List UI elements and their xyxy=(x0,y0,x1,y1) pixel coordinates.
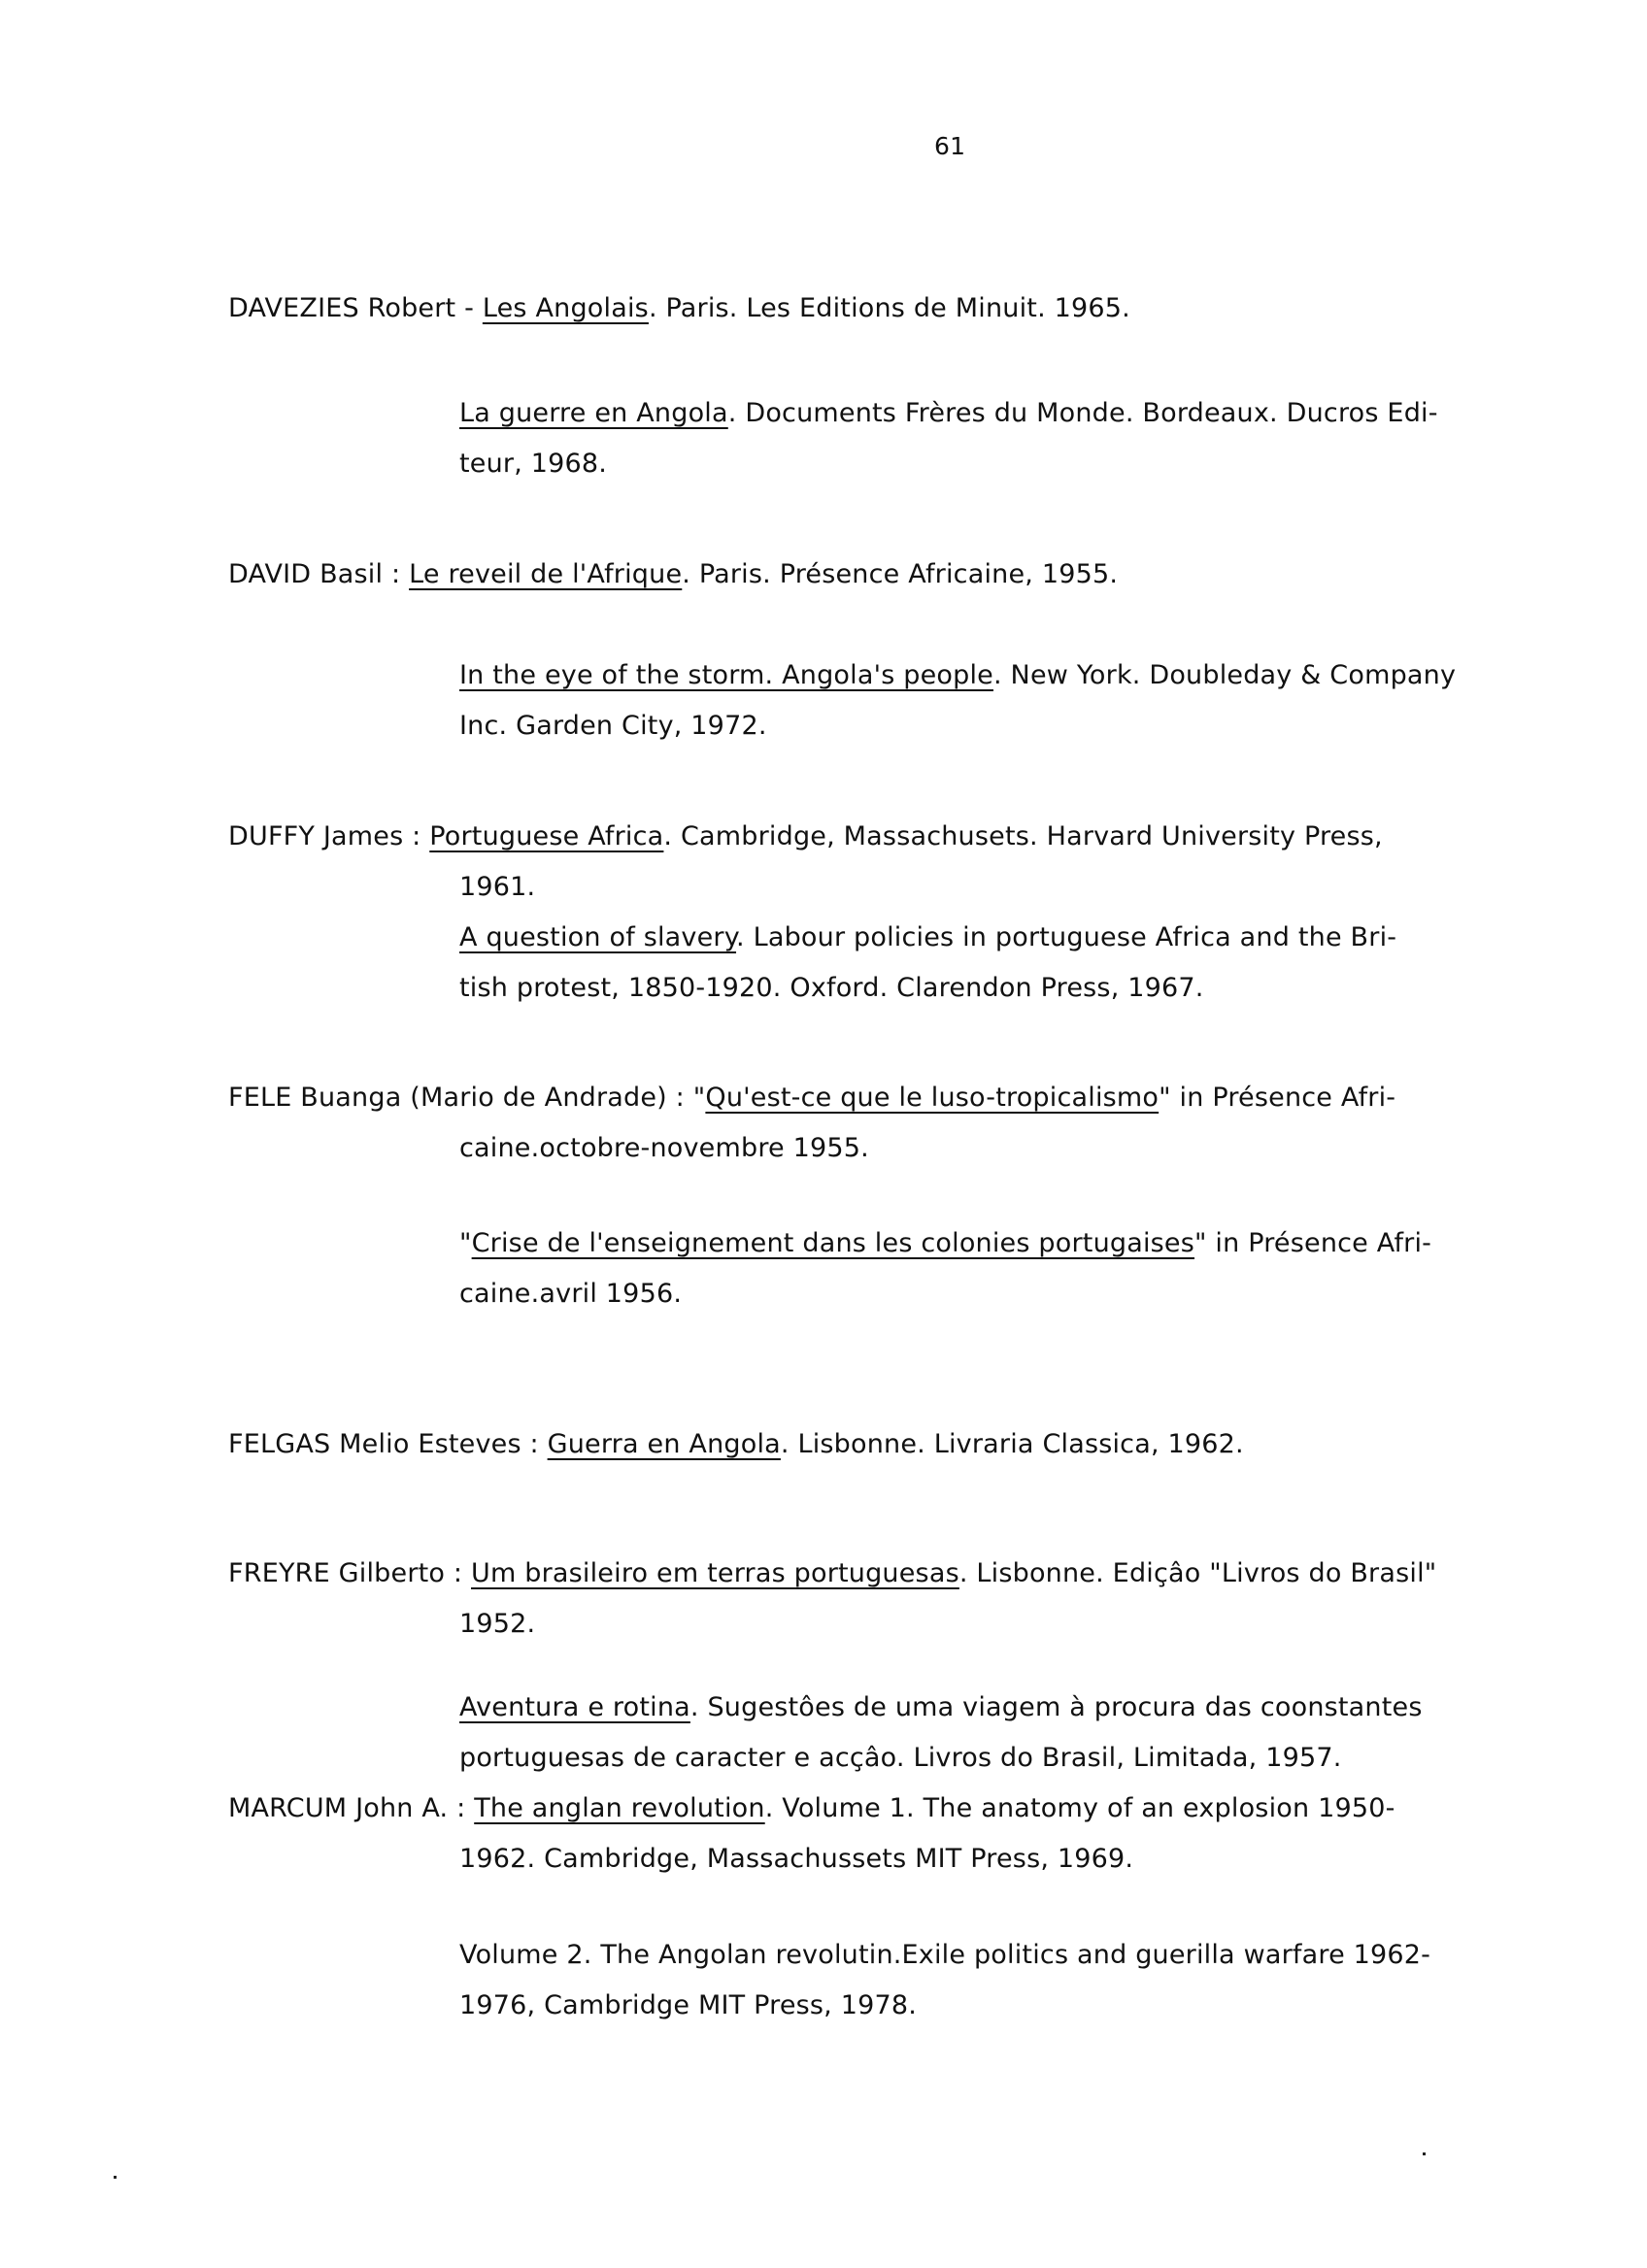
bibliography-entry xyxy=(228,1218,1588,1319)
entry-line xyxy=(228,913,1588,963)
entry-line xyxy=(228,1981,1588,2031)
bibliography-entry xyxy=(228,1549,1588,1650)
entry-title: In the eye of the storm. Angola's people xyxy=(459,660,993,690)
line-prefix: 1952. xyxy=(459,1609,536,1639)
scan-speck xyxy=(1423,2152,1426,2155)
line-prefix: FELGAS Melio Esteves : xyxy=(228,1429,548,1459)
entry-line xyxy=(228,1834,1588,1884)
bibliography-entry xyxy=(228,650,1588,751)
line-prefix: 1976, Cambridge MIT Press, 1978. xyxy=(459,1990,918,2020)
line-suffix: . Cambridge, Massachusets. Harvard University Press, xyxy=(663,821,1383,851)
entry-title: Le reveil de l'Afrique xyxy=(409,559,683,589)
entry-line xyxy=(228,1930,1588,1981)
entry-title: The anglan revolution xyxy=(474,1793,765,1823)
entry-line xyxy=(228,1123,1588,1174)
entry-title: Crise de l'enseignement dans les colonies portugaises xyxy=(471,1228,1195,1258)
entry-title: Um brasileiro em terras portuguesas xyxy=(471,1558,959,1588)
entry-line xyxy=(228,550,1588,600)
entry-line xyxy=(228,1733,1588,1784)
line-prefix: 1961. xyxy=(459,872,536,902)
line-prefix: FELE Buanga (Mario de Andrade) : " xyxy=(228,1083,706,1113)
entry-title: Guerra en Angola xyxy=(547,1429,781,1459)
entry-line xyxy=(228,1073,1588,1123)
line-prefix: DAVEZIES Robert - xyxy=(228,293,483,323)
entry-line xyxy=(228,862,1588,913)
entry-line xyxy=(228,1683,1588,1733)
line-prefix: tish protest, 1850-1920. Oxford. Clarendon Press, 1967. xyxy=(459,973,1204,1003)
entry-title: A question of slavery xyxy=(459,922,737,952)
line-suffix: . New York. Doubleday & Company xyxy=(992,660,1457,690)
line-prefix: teur, 1968. xyxy=(459,449,608,479)
line-suffix: . Paris. Présence Africaine, 1955. xyxy=(682,559,1119,589)
bibliography-entry xyxy=(228,550,1588,600)
line-prefix: Volume 2. The Angolan revolutin.Exile politics and guerilla warfare 1962- xyxy=(459,1940,1431,1970)
bibliography-entry xyxy=(228,388,1588,489)
line-prefix: DAVID Basil : xyxy=(228,559,410,589)
bibliography-entry xyxy=(228,1073,1588,1174)
line-suffix: . Volume 1. The anatomy of an explosion 1950- xyxy=(764,1793,1395,1823)
bibliography-entry xyxy=(228,284,1588,334)
page-number: 61 xyxy=(934,132,966,160)
entry-title: Qu'est-ce que le luso-tropicalismo xyxy=(705,1083,1160,1113)
line-prefix: Inc. Garden City, 1972. xyxy=(459,711,767,741)
entry-line xyxy=(228,812,1588,862)
bibliography-entry xyxy=(228,812,1588,913)
entry-title: Les Angolais xyxy=(482,293,649,323)
entry-line xyxy=(228,1269,1588,1319)
entry-title: La guerre en Angola xyxy=(459,398,728,428)
line-prefix: MARCUM John A. : xyxy=(228,1793,475,1823)
entry-line xyxy=(228,439,1588,489)
bibliography-entry xyxy=(228,1784,1588,1884)
bibliography-entry xyxy=(228,1930,1588,2031)
entry-line xyxy=(228,1218,1588,1269)
line-prefix: 1962. Cambridge, Massachussets MIT Press, 1969. xyxy=(459,1844,1134,1874)
entry-line xyxy=(228,1549,1588,1599)
line-prefix: caine.octobre-novembre 1955. xyxy=(459,1133,869,1163)
scan-speck xyxy=(114,2176,117,2179)
line-suffix: . Paris. Les Editions de Minuit. 1965. xyxy=(648,293,1130,323)
entry-title: Portuguese Africa xyxy=(429,821,664,851)
bibliography-entry xyxy=(228,1683,1588,1784)
line-prefix: portuguesas de caracter e acçâo. Livros do Brasil, Limitada, 1957. xyxy=(459,1743,1342,1773)
entry-line xyxy=(228,701,1588,751)
line-prefix: DUFFY James : xyxy=(228,821,430,851)
line-suffix: . Lisbonne. Livraria Classica, 1962. xyxy=(780,1429,1244,1459)
entry-line xyxy=(228,1599,1588,1650)
line-suffix: . Lisbonne. Ediçâo "Livros do Brasil" xyxy=(958,1558,1437,1588)
entry-line xyxy=(228,1784,1588,1834)
line-prefix: caine.avril 1956. xyxy=(459,1279,683,1309)
bibliography-entry xyxy=(228,913,1588,1014)
line-suffix: . Documents Frères du Monde. Bordeaux. Ducros Edi- xyxy=(727,398,1438,428)
line-prefix: FREYRE Gilberto : xyxy=(228,1558,471,1588)
entry-line xyxy=(228,963,1588,1014)
line-suffix: . Labour policies in portuguese Africa and the Bri- xyxy=(736,922,1397,952)
line-suffix: " in Présence Afri- xyxy=(1159,1083,1396,1113)
bibliography-entry xyxy=(228,1419,1588,1470)
line-prefix: " xyxy=(459,1228,472,1258)
entry-line xyxy=(228,650,1588,701)
entry-line xyxy=(228,284,1588,334)
entry-title: Aventura e rotina xyxy=(459,1692,690,1722)
entry-line xyxy=(228,388,1588,439)
entry-line xyxy=(228,1419,1588,1470)
line-suffix: " in Présence Afri- xyxy=(1194,1228,1432,1258)
line-suffix: . Sugestôes de uma viagem à procura das coonstantes xyxy=(689,1692,1423,1722)
